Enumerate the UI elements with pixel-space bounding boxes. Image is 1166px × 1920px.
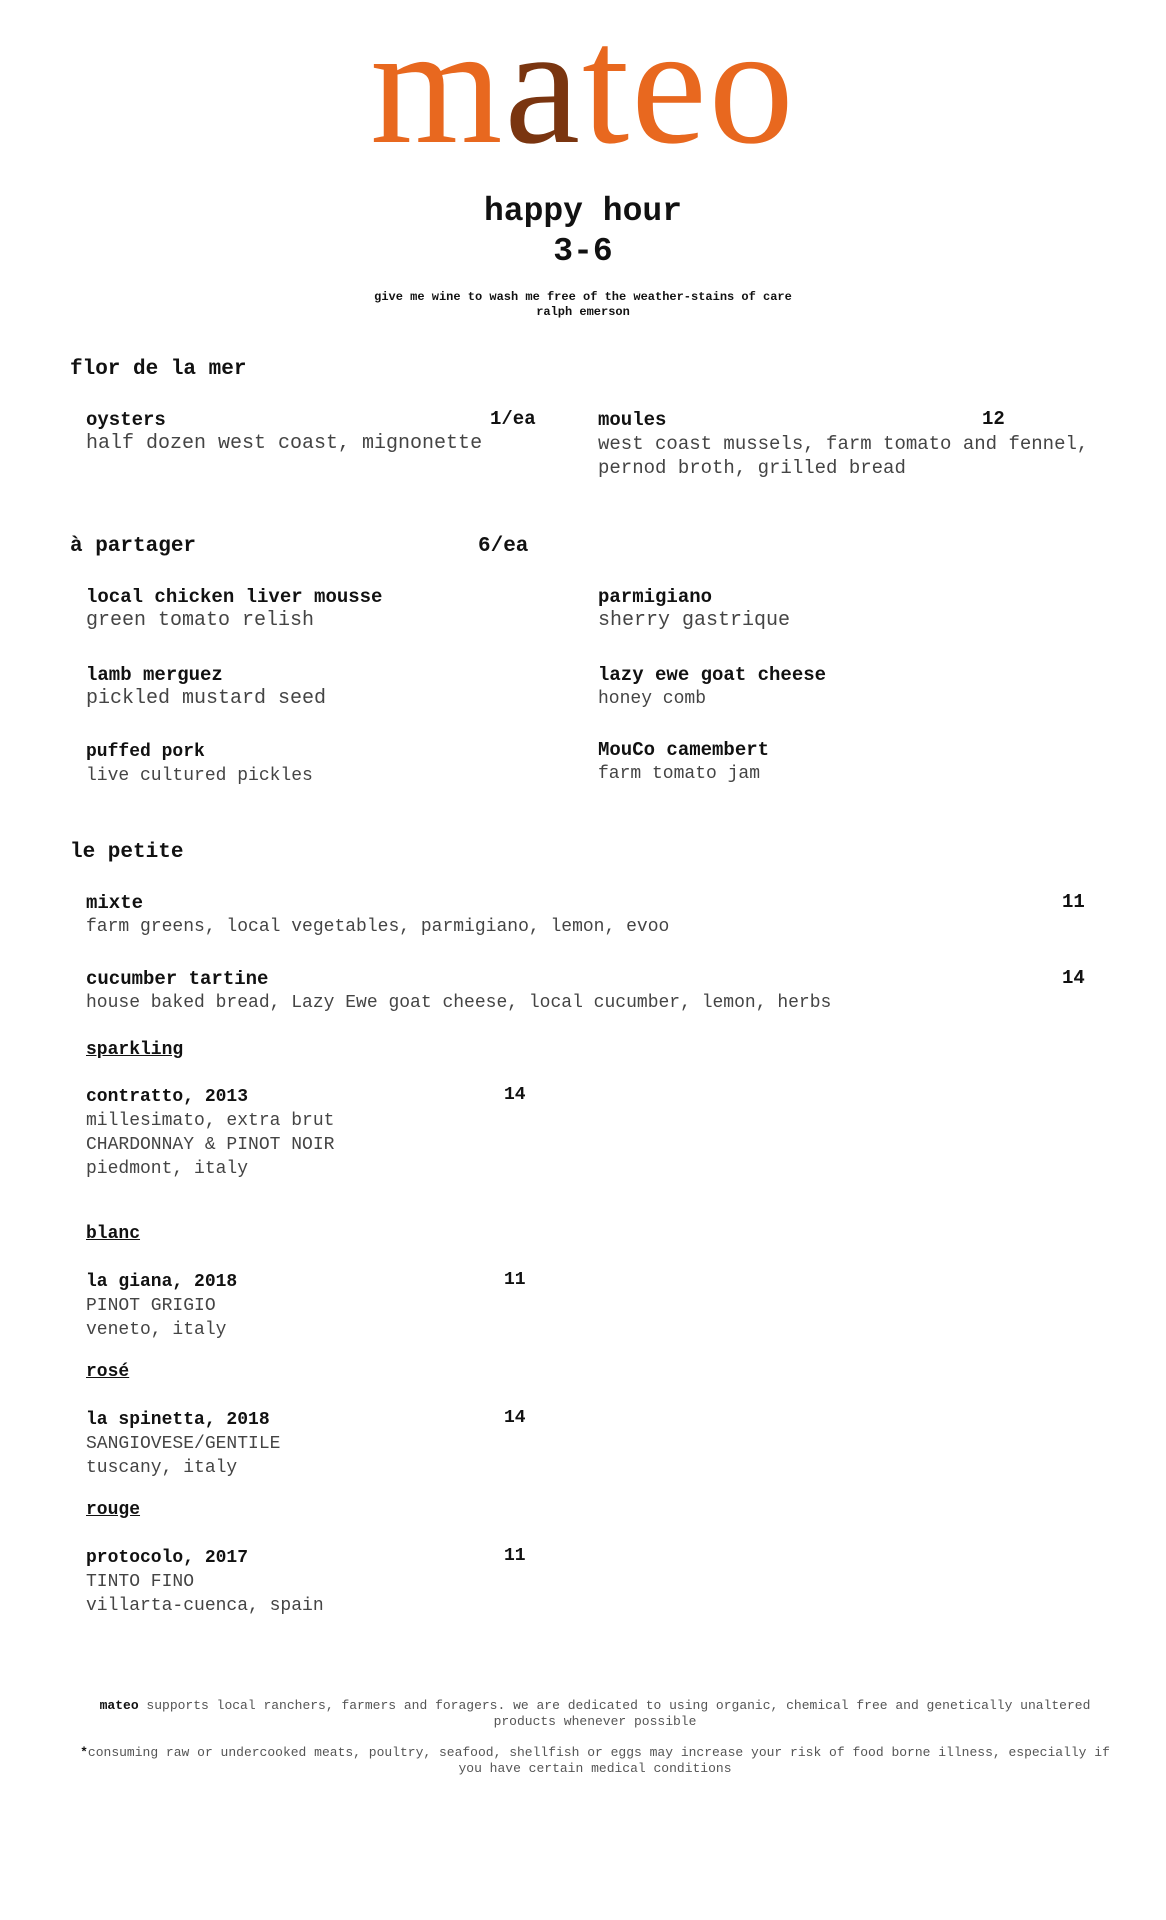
section-price-partager: 6/ea [478,535,529,558]
menu-item-mouco-camembert [598,738,769,786]
wine-name: la spinetta, 2018 [86,1410,270,1430]
wine-heading-blanc: blanc [86,1224,141,1244]
wine-region: piedmont, italy [86,1159,249,1179]
wine-price-la-giana: 11 [504,1270,526,1290]
logo-letter-a: a [504,0,582,179]
wine-heading-rose: rosé [86,1362,130,1382]
item-desc: farm greens, local vegetables, parmigiano, lemon, evoo [86,917,670,937]
item-name: oysters [86,409,166,431]
menu-item-lazy-ewe-goat-cheese [598,663,826,711]
wine-price-contratto: 14 [504,1085,526,1105]
item-desc: house baked bread, Lazy Ewe goat cheese, local cucumber, lemon, herbs [86,993,832,1013]
item-name: MouCo camembert [598,739,770,761]
wine-item-protocolo [86,1546,324,1618]
menu-item-mixte [86,891,986,939]
wine-heading-rouge: rouge [86,1500,141,1520]
item-price-mixte: 11 [1062,891,1085,913]
wine-detail: millesimato, extra brut [86,1111,335,1131]
wine-name: protocolo, 2017 [86,1548,249,1568]
section-title-partager: à partager [70,535,197,558]
item-desc: farm tomato jam [598,764,761,784]
menu-item-oysters [86,408,546,456]
item-desc: sherry gastrique [598,609,791,632]
item-name: parmigiano [598,586,713,608]
footer-health-warning [80,1745,1110,1777]
section-title-flor: flor de la mer [70,358,247,381]
menu-item-chicken-liver-mousse [86,585,382,633]
wine-name: contratto, 2013 [86,1087,249,1107]
wine-grape: SANGIOVESE/GENTILE [86,1434,281,1454]
wine-grape: CHARDONNAY & PINOT NOIR [86,1135,335,1155]
wine-region: tuscany, italy [86,1458,238,1478]
item-price-cucumber-tartine: 14 [1062,967,1085,989]
wine-item-la-spinetta [86,1408,280,1480]
item-desc-line: west coast mussels, farm tomato and fennel, [598,433,1089,455]
item-desc-line: pernod broth, grilled bread [598,457,906,479]
logo-letter-m: m [370,0,505,179]
item-name: puffed pork [86,742,205,762]
wine-item-la-giana [86,1270,237,1342]
wine-item-contratto [86,1085,334,1181]
menu-item-puffed-pork [86,740,313,788]
footer-sourcing-note [80,1698,1110,1730]
happy-hour-heading [0,192,1166,272]
logo-letters-teo: teo [582,0,796,179]
item-desc: live cultured pickles [86,766,313,786]
item-name: cucumber tartine [86,968,269,990]
wine-name: la giana, 2018 [86,1272,238,1292]
item-name: mixte [86,892,144,914]
item-price-moules: 12 [982,408,1005,430]
wine-region: veneto, italy [86,1320,227,1340]
item-name: local chicken liver mousse [86,586,383,608]
item-desc: honey comb [598,689,707,709]
footer-brand: mateo [99,1698,139,1713]
wine-price-la-spinetta: 14 [504,1408,526,1428]
menu-item-parmigiano [598,585,790,633]
section-title-petite: le petite [70,841,184,864]
wine-grape: PINOT GRIGIO [86,1296,216,1316]
item-name: lamb merguez [86,664,223,686]
item-desc: green tomato relish [86,609,315,632]
wine-grape: TINTO FINO [86,1572,195,1592]
footer-asterisk: * [80,1745,88,1760]
happy-hour-hours: 3-6 [553,233,613,270]
mateo-logo [0,0,1166,179]
quote-text: give me wine to wash me free of the weather-stains of care [374,290,792,304]
menu-item-moules [598,408,1118,480]
quote-author: ralph emerson [536,305,630,319]
item-desc: pickled mustard seed [86,687,327,710]
happy-hour-title: happy hour [483,193,683,230]
menu-item-lamb-merguez [86,663,326,711]
wine-region: villarta-cuenca, spain [86,1596,324,1616]
wine-heading-sparkling: sparkling [86,1040,184,1060]
footer-support-text: supports local ranchers, farmers and foragers. we are dedicated to using organic, chemical free and genetically unaltered products whenever possible [138,1698,1091,1729]
item-price-oysters: 1/ea [490,408,536,430]
item-name: moules [598,409,667,431]
item-name: lazy ewe goat cheese [598,664,827,686]
item-desc: half dozen west coast, mignonette [86,432,483,455]
quote-block [0,290,1166,320]
menu-item-cucumber-tartine [86,967,986,1015]
wine-price-protocolo: 11 [504,1546,526,1566]
footer-warning-text: consuming raw or undercooked meats, poultry, seafood, shellfish or eggs may increase your risk of food borne illness, especially if you have certain medical conditions [87,1745,1110,1776]
